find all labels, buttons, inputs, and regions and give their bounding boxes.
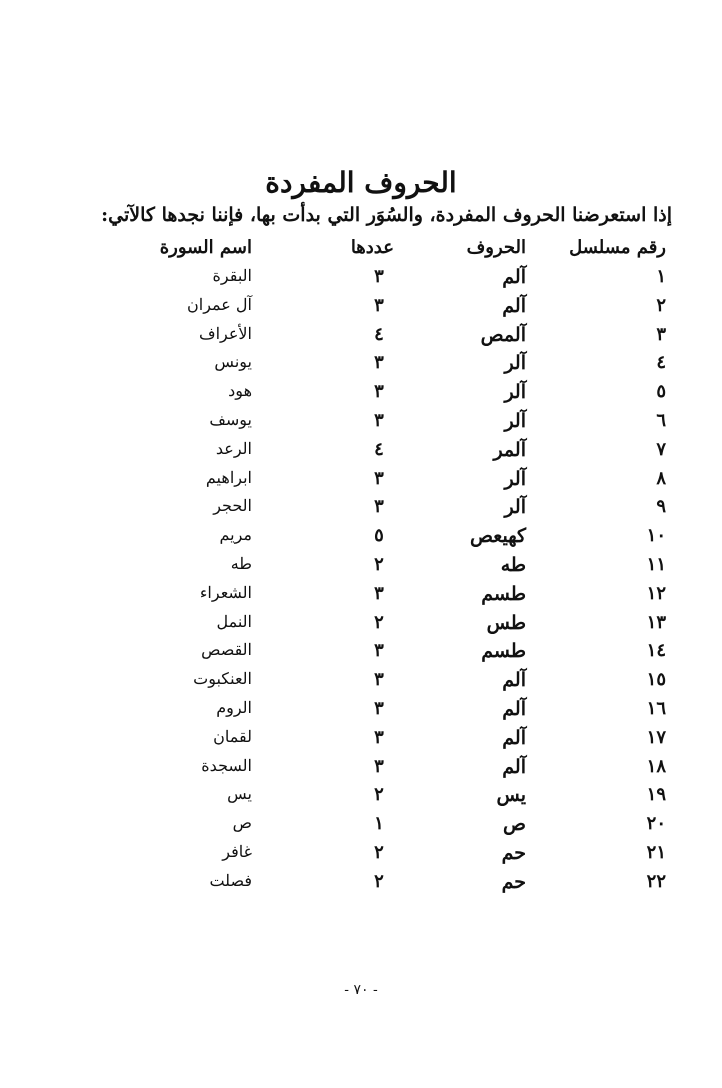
table-row (0, 784, 722, 813)
row-serial: ٥ (656, 381, 666, 403)
row-letters: طسم (481, 582, 526, 605)
row-surah: الرعد (215, 438, 252, 458)
row-surah: القصص (201, 640, 252, 660)
table-row (0, 842, 722, 871)
row-letters: آلم (502, 669, 526, 692)
row-letters: آلر (504, 352, 526, 375)
page-number: - ٧٠ - (344, 982, 378, 998)
row-letters: آلر (504, 496, 526, 519)
row-count: ٣ (374, 409, 384, 431)
row-letters: آلم (502, 294, 526, 317)
row-surah: السجدة (201, 755, 252, 775)
row-count: ٢ (374, 553, 384, 575)
row-count: ٢ (374, 784, 384, 806)
row-surah: النمل (216, 611, 252, 631)
table-row (0, 583, 722, 612)
row-serial: ١١ (646, 553, 666, 575)
row-serial: ٢١ (646, 841, 666, 863)
row-letters: آلم (502, 266, 526, 288)
row-count: ٣ (374, 352, 384, 374)
row-serial: ١٧ (646, 726, 666, 748)
row-surah: غافر (222, 841, 252, 861)
table-row (0, 669, 722, 698)
row-count: ٤ (374, 438, 384, 460)
row-surah: ابراهيم (205, 467, 252, 487)
row-serial: ٨ (656, 467, 666, 489)
row-letters: آلر (504, 409, 526, 432)
row-count: ٢ (374, 841, 384, 863)
row-count: ٣ (374, 294, 384, 316)
row-letters: طسم (481, 640, 526, 663)
row-serial: ١٣ (646, 611, 666, 633)
row-surah: يوسف (209, 409, 252, 429)
table-row (0, 266, 722, 295)
row-surah: فصلت (209, 870, 252, 890)
row-letters: آلر (504, 381, 526, 404)
row-surah: العنكبوت (193, 669, 252, 689)
header-letters: الحروف (466, 237, 526, 258)
row-surah: ص (232, 813, 252, 833)
row-serial: ١٦ (646, 697, 666, 719)
row-letters: طس (486, 611, 526, 634)
row-surah: الروم (216, 697, 252, 717)
row-surah: هود (228, 381, 252, 401)
row-surah: مريم (219, 525, 252, 545)
row-letters: آلم (502, 697, 526, 720)
row-serial: ٤ (656, 352, 666, 374)
table-row (0, 496, 722, 525)
row-surah: يونس (214, 352, 252, 372)
table-row (0, 324, 722, 353)
row-letters: آلر (504, 467, 526, 490)
row-count: ٣ (374, 726, 384, 748)
row-count: ٣ (374, 697, 384, 719)
row-surah: الحجر (213, 496, 252, 516)
row-serial: ١٩ (646, 784, 666, 806)
table-row (0, 612, 722, 641)
row-count: ٣ (374, 640, 384, 662)
row-count: ٤ (374, 323, 384, 345)
row-serial: ١٠ (646, 525, 666, 547)
table-row (0, 871, 722, 900)
row-surah: البقرة (212, 266, 252, 285)
row-surah: لقمان (213, 726, 252, 746)
row-count: ٢ (374, 870, 384, 892)
table-row (0, 727, 722, 756)
row-letters: آلم (502, 755, 526, 778)
intro-paragraph: إذا استعرضنا الحروف المفردة، والسُوَر التي بدأت بها، فإننا نجدها كالآتي: (101, 204, 672, 226)
row-serial: ١ (656, 266, 666, 287)
row-count: ١ (374, 813, 384, 835)
row-serial: ٣ (656, 323, 666, 345)
row-letters: آلمص (480, 323, 526, 346)
row-letters: طه (500, 553, 526, 576)
row-serial: ٢٠ (646, 813, 666, 835)
row-count: ٣ (374, 266, 384, 287)
row-count: ٥ (374, 525, 384, 547)
row-serial: ٦ (656, 409, 666, 431)
header-surah: اسم السورة (159, 237, 252, 258)
row-surah: طه (230, 553, 252, 573)
row-count: ٣ (374, 582, 384, 604)
table-row (0, 468, 722, 497)
row-letters: كهيعص (470, 525, 526, 548)
row-letters: آلم (502, 726, 526, 749)
row-serial: ١٤ (646, 640, 666, 662)
row-count: ٣ (374, 669, 384, 691)
table-row (0, 439, 722, 468)
table-row (0, 756, 722, 785)
header-count: عددها (350, 237, 394, 258)
row-serial: ٢ (656, 294, 666, 316)
header-serial: رقم مسلسل (569, 237, 666, 258)
row-serial: ٢٢ (646, 870, 666, 892)
row-count: ٢ (374, 611, 384, 633)
row-surah: آل عمران (187, 294, 252, 314)
row-count: ٣ (374, 467, 384, 489)
table-row (0, 525, 722, 554)
row-serial: ١٢ (646, 582, 666, 604)
row-count: ٣ (374, 496, 384, 518)
row-serial: ١٨ (646, 755, 666, 777)
table-body (0, 266, 722, 900)
row-surah: الأعراف (199, 323, 252, 343)
table-row (0, 554, 722, 583)
table-row (0, 640, 722, 669)
row-serial: ١٥ (646, 669, 666, 691)
row-letters: حم (501, 841, 526, 864)
row-serial: ٩ (656, 496, 666, 518)
row-letters: حم (501, 870, 526, 893)
row-serial: ٧ (656, 438, 666, 460)
table-row (0, 698, 722, 727)
table-row (0, 352, 722, 381)
table-header-row (0, 237, 722, 267)
row-surah: الشعراء (199, 582, 252, 602)
table-row (0, 295, 722, 324)
row-count: ٣ (374, 755, 384, 777)
table-row (0, 410, 722, 439)
row-letters: يس (496, 784, 526, 807)
row-surah: يس (227, 784, 252, 804)
row-letters: ص (503, 813, 526, 836)
row-letters: آلمر (493, 438, 526, 461)
table-row (0, 813, 722, 842)
row-count: ٣ (374, 381, 384, 403)
table-row (0, 381, 722, 410)
page-title: الحروف المفردة (265, 166, 457, 199)
